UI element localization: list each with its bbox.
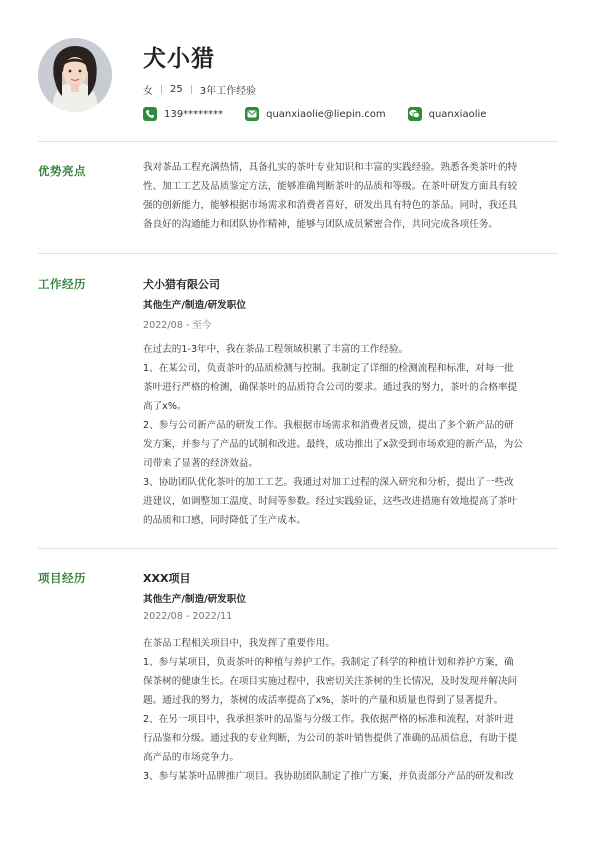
- work-line: 2、参与公司新产品的研发工作。我根据市场需求和消费者反馈，提出了多个新产品的研: [143, 420, 514, 431]
- contact-wechat: [408, 107, 487, 121]
- wechat-text: quanxiaolie: [428, 108, 487, 120]
- profile-meta: [143, 82, 256, 97]
- work-line: 在过去的1-3年中，我在茶品工程领域积累了丰富的工作经验。: [143, 344, 409, 355]
- wechat-icon: [408, 107, 422, 121]
- age: 25: [170, 84, 183, 95]
- phone-text: 139********: [164, 108, 224, 120]
- avatar: [38, 38, 112, 112]
- project-date: 2022/08 - 2022/11: [143, 611, 233, 622]
- project-line: 高产品的市场竞争力。: [143, 752, 239, 763]
- project-line: 保茶树的健康生长。在项目实施过程中，我密切关注茶树的生长情况，及时发现并解决问: [143, 676, 518, 687]
- advantages-line: 我对茶品工程充满热情，具备扎实的茶叶专业知识和丰富的实践经验。熟悉各类茶叶的特: [143, 162, 518, 173]
- email-text[interactable]: quanxiaolie@liepin.com: [266, 108, 386, 120]
- section-divider: [38, 141, 558, 142]
- section-title-project: 项目经历: [38, 571, 86, 585]
- project-line: 题。通过我的努力，茶树的成活率提高了x%，茶叶的产量和质量也得到了显著提升。: [143, 695, 504, 706]
- project-line: 3、参与某茶叶品牌推广项目。我协助团队制定了推广方案，并负责部分产品的研发和改: [143, 771, 514, 782]
- meta-divider: [191, 85, 192, 94]
- contact-email: [245, 107, 386, 121]
- contact-row: [143, 107, 508, 121]
- project-line: 在茶品工程相关项目中，我发挥了重要作用。: [143, 638, 335, 649]
- section-title-work: 工作经历: [38, 277, 86, 291]
- section-title-advantages: 优势亮点: [38, 164, 86, 178]
- work-line: 司带来了显著的经济效益。: [143, 458, 259, 469]
- profile-name: 犬小猎: [143, 46, 215, 72]
- project-line: 1、参与某项目，负责茶叶的种植与养护工作。我制定了科学的种植计划和养护方案，确: [143, 657, 514, 668]
- section-divider: [38, 253, 558, 254]
- project-line: 行品鉴和分级。通过我的专业判断，为公司的茶叶销售提供了准确的品质信息，有助于提: [143, 733, 518, 744]
- advantages-line: 备良好的沟通能力和团队协作精神，能够与团队成员紧密合作，共同完成各项任务。: [143, 219, 498, 230]
- project-role: 其他生产/制造/研发职位: [143, 594, 246, 605]
- meta-divider: [161, 85, 162, 94]
- advantages-line: 性、加工工艺及品质鉴定方法，能够准确判断茶叶的品质和等级。在茶叶研发方面具有较: [143, 181, 518, 192]
- work-line: 进建议，如调整加工温度、时间等参数。经过实践验证，这些改进措施有效地提高了茶叶: [143, 496, 518, 507]
- section-divider: [38, 548, 558, 549]
- work-line: 1、在某公司，负责茶叶的品质检测与控制。我制定了详细的检测流程和标准，对每一批: [143, 363, 514, 374]
- work-line: 高了x%。: [143, 401, 187, 412]
- contact-phone: [143, 107, 223, 121]
- advantages-line: 强的创新能力，能够根据市场需求和消费者喜好，研发出具有特色的茶品。同时，我还具: [143, 200, 518, 211]
- work-line: 的品质和口感，同时降低了生产成本。: [143, 515, 307, 526]
- company-name: 犬小猎有限公司: [143, 278, 220, 291]
- avatar-photo: [38, 38, 112, 112]
- work-line: 茶叶进行严格的检测，确保茶叶的品质符合公司的要求。通过我的努力，茶叶的合格率提: [143, 382, 518, 393]
- work-role: 其他生产/制造/研发职位: [143, 300, 246, 311]
- project-line: 2、在另一项目中，我承担茶叶的品鉴与分级工作。我依据严格的标准和流程，对茶叶进: [143, 714, 514, 725]
- mail-icon: [245, 107, 259, 121]
- project-name: XXX项目: [143, 572, 191, 585]
- work-line: 3、协助团队优化茶叶的加工工艺。我通过对加工过程的深入研究和分析，提出了一些改: [143, 477, 514, 488]
- work-date: 2022/08 - 至今: [143, 320, 212, 331]
- experience: 3年工作经验: [199, 86, 257, 97]
- phone-icon: [143, 107, 157, 121]
- work-line: 发方案，并参与了产品的试制和改进。最终，成功推出了x款受到市场欢迎的新产品，为公: [143, 439, 523, 450]
- gender: 女: [143, 86, 153, 97]
